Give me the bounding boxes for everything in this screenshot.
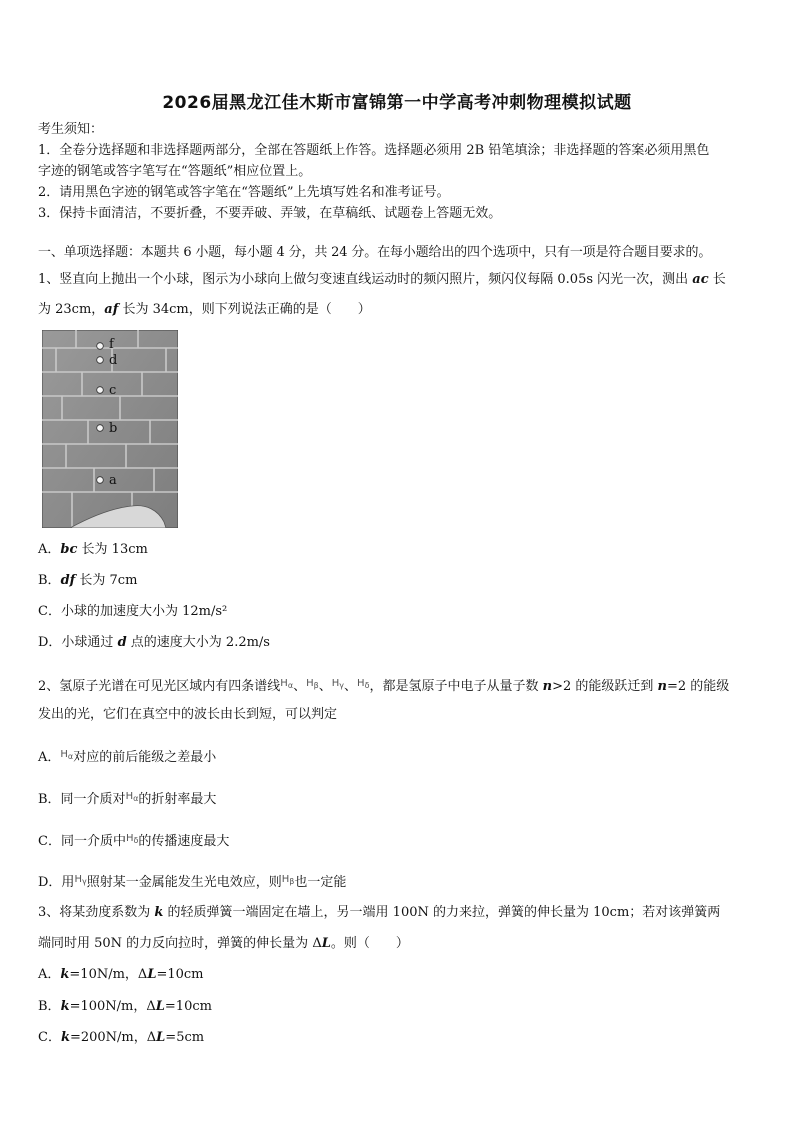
- sym-h: H: [357, 678, 365, 689]
- option-text: 也一定能: [294, 875, 347, 890]
- option-text: A．: [38, 542, 61, 557]
- sym-sub: δ: [133, 836, 139, 845]
- h-delta-symbol: [357, 678, 369, 689]
- h-gamma-symbol: [74, 874, 86, 885]
- q2-text: ，都是氢原子中电子从量子数: [369, 679, 543, 694]
- strobe-photo-figure: [42, 330, 178, 528]
- sym-sub: γ: [81, 877, 87, 886]
- option-text: 照射某一金属能发生光电效应，则: [86, 875, 282, 890]
- notice-item: 3．保持卡面清洁，不要折叠，不要弄破、弄皱，在草稿纸、试题卷上答题无效。: [38, 206, 502, 221]
- option-text: 点的速度大小为 2.2m/s: [126, 635, 270, 650]
- ball-label: f: [109, 337, 114, 352]
- q3-text: 。则（ ）: [330, 936, 409, 951]
- option-text: B．同一介质对: [38, 792, 126, 807]
- option-text: D．小球通过: [38, 635, 118, 650]
- sym-h: H: [125, 791, 134, 802]
- q1-text: 长为 34cm，则下列说法正确的是（ ）: [118, 302, 371, 317]
- option-text: A．: [38, 967, 61, 982]
- q3-option-c: [38, 1028, 756, 1048]
- option-text: A．: [38, 750, 61, 765]
- page-title: 2026届黑龙江佳木斯市富锦第一中学高考冲刺物理模拟试题: [162, 93, 632, 113]
- option-text: 的折射率最大: [138, 792, 217, 807]
- q2-var: n: [657, 679, 667, 694]
- question-2-stem: [38, 674, 756, 697]
- option-text: C．同一介质中: [38, 834, 126, 849]
- notice-item: 1．全卷分选择题和非选择题两部分，全部在答题纸上作答。选择题必须用 2B 铅笔填涂；非选择题的答案必须用黑色: [38, 143, 710, 158]
- notice-item: 2．请用黑色字迹的钢笔或答字笔在“答题纸”上先填写姓名和准考证号。: [38, 185, 450, 200]
- sym-h: H: [60, 749, 68, 760]
- q1-option-a: [38, 540, 756, 560]
- notice-heading: 考生须知：: [38, 122, 104, 137]
- q3-var: k: [154, 905, 164, 920]
- sym-sub: α: [287, 681, 294, 690]
- question-3-stem: [38, 903, 756, 923]
- option-var: df: [60, 573, 76, 588]
- q1-text: 1、竖直向上抛出一个小球，图示为小球向上做匀变速直线运动时的频闪照片，频闪仪每隔 0.05s 闪光一次，测出: [38, 272, 693, 287]
- sep: 、: [318, 679, 332, 694]
- h-gamma-symbol: [332, 678, 344, 689]
- sym-sub: δ: [364, 681, 370, 690]
- sym-sub: α: [133, 794, 139, 803]
- sym-sub: β: [289, 877, 295, 886]
- q2-text: 2、氢原子光谱在可见光区域内有四条谱线: [38, 679, 281, 694]
- option-text: 的传播速度最大: [138, 834, 230, 849]
- option-text: C．: [38, 1030, 61, 1045]
- q3-option-b: [38, 997, 756, 1017]
- h-beta-symbol: [282, 874, 295, 885]
- option-var: k: [60, 999, 70, 1014]
- q3-text: 3、将某劲度系数为: [38, 905, 155, 920]
- h-alpha-symbol: [280, 678, 293, 689]
- sym-sub: α: [67, 752, 74, 761]
- sep: 、: [344, 679, 358, 694]
- q1-var: af: [104, 302, 119, 317]
- option-text: 长为 13cm: [77, 542, 148, 557]
- option-var: bc: [60, 542, 78, 557]
- q3-text: 的轻质弹簧一端固定在墙上，另一端用 100N 的力来拉，弹簧的伸长量为 10cm；若对该弹簧两: [163, 905, 721, 920]
- option-text: =10N/m，Δ: [69, 967, 148, 982]
- option-var: k: [60, 967, 70, 982]
- ball-label: c: [109, 383, 117, 398]
- question-2-stem-2: 发出的光，它们在真空中的波长由长到短，可以判定: [38, 707, 338, 722]
- q3-option-a: [38, 965, 756, 985]
- q2-text: =2 的能级: [666, 679, 730, 694]
- sym-h: H: [280, 678, 288, 689]
- option-var: L: [155, 999, 165, 1014]
- h-alpha-symbol: [60, 749, 73, 760]
- option-var: k: [60, 1030, 70, 1045]
- q1-text: 为 23cm，: [38, 302, 105, 317]
- option-var: d: [117, 635, 127, 650]
- question-1-stem-2: [38, 300, 756, 320]
- sym-sub: γ: [339, 681, 345, 690]
- q3-var: L: [321, 936, 331, 951]
- option-text: D．用: [38, 875, 75, 890]
- q1-var: ac: [692, 272, 709, 287]
- q2-option-b: [38, 787, 756, 810]
- q1-text: 长: [708, 272, 726, 287]
- option-text: =10cm: [156, 967, 204, 982]
- option-text: =200N/m，Δ: [69, 1030, 157, 1045]
- q1-option-b: [38, 571, 756, 591]
- notice-item: 字迹的钢笔或答字笔写在“答题纸”相应位置上。: [38, 164, 312, 179]
- section-heading: 一、单项选择题：本题共 6 小题，每小题 4 分，共 24 分。在每小题给出的四个选项中，只有一项是符合题目要求的。: [38, 245, 712, 260]
- q3-text: 端同时用 50N 的力反向拉时，弹簧的伸长量为 Δ: [38, 936, 322, 951]
- sym-h: H: [306, 678, 314, 689]
- option-text: =100N/m，Δ: [69, 999, 156, 1014]
- h-beta-symbol: [306, 678, 319, 689]
- option-text: B．: [38, 573, 61, 588]
- option-text: =5cm: [165, 1030, 205, 1045]
- option-text: 对应的前后能级之差最小: [73, 750, 217, 765]
- q2-option-c: [38, 829, 756, 852]
- sep: 、: [293, 679, 307, 694]
- question-3-stem-2: [38, 934, 756, 954]
- sym-h: H: [125, 833, 134, 844]
- option-text: B．: [38, 999, 61, 1014]
- ball-label: b: [109, 421, 118, 436]
- question-1-stem: [38, 270, 756, 290]
- sym-h: H: [74, 874, 82, 885]
- sym-h: H: [281, 874, 290, 885]
- q1-option-c: C．小球的加速度大小为 12m/s²: [38, 604, 228, 619]
- q1-option-d: [38, 633, 756, 653]
- sym-h: H: [331, 678, 340, 689]
- ball-label: d: [109, 353, 118, 368]
- option-text: =10cm: [164, 999, 212, 1014]
- option-var: L: [156, 1030, 166, 1045]
- option-text: 长为 7cm: [75, 573, 138, 588]
- option-var: L: [147, 967, 157, 982]
- h-delta-symbol: [126, 833, 138, 844]
- ball-label: a: [109, 473, 117, 488]
- q2-option-a: [38, 745, 756, 768]
- sym-sub: β: [313, 681, 319, 690]
- h-alpha-symbol: [126, 791, 139, 802]
- q2-option-d: [38, 870, 756, 893]
- q2-text: >2 的能级跃迁到: [552, 679, 658, 694]
- q2-var: n: [542, 679, 553, 694]
